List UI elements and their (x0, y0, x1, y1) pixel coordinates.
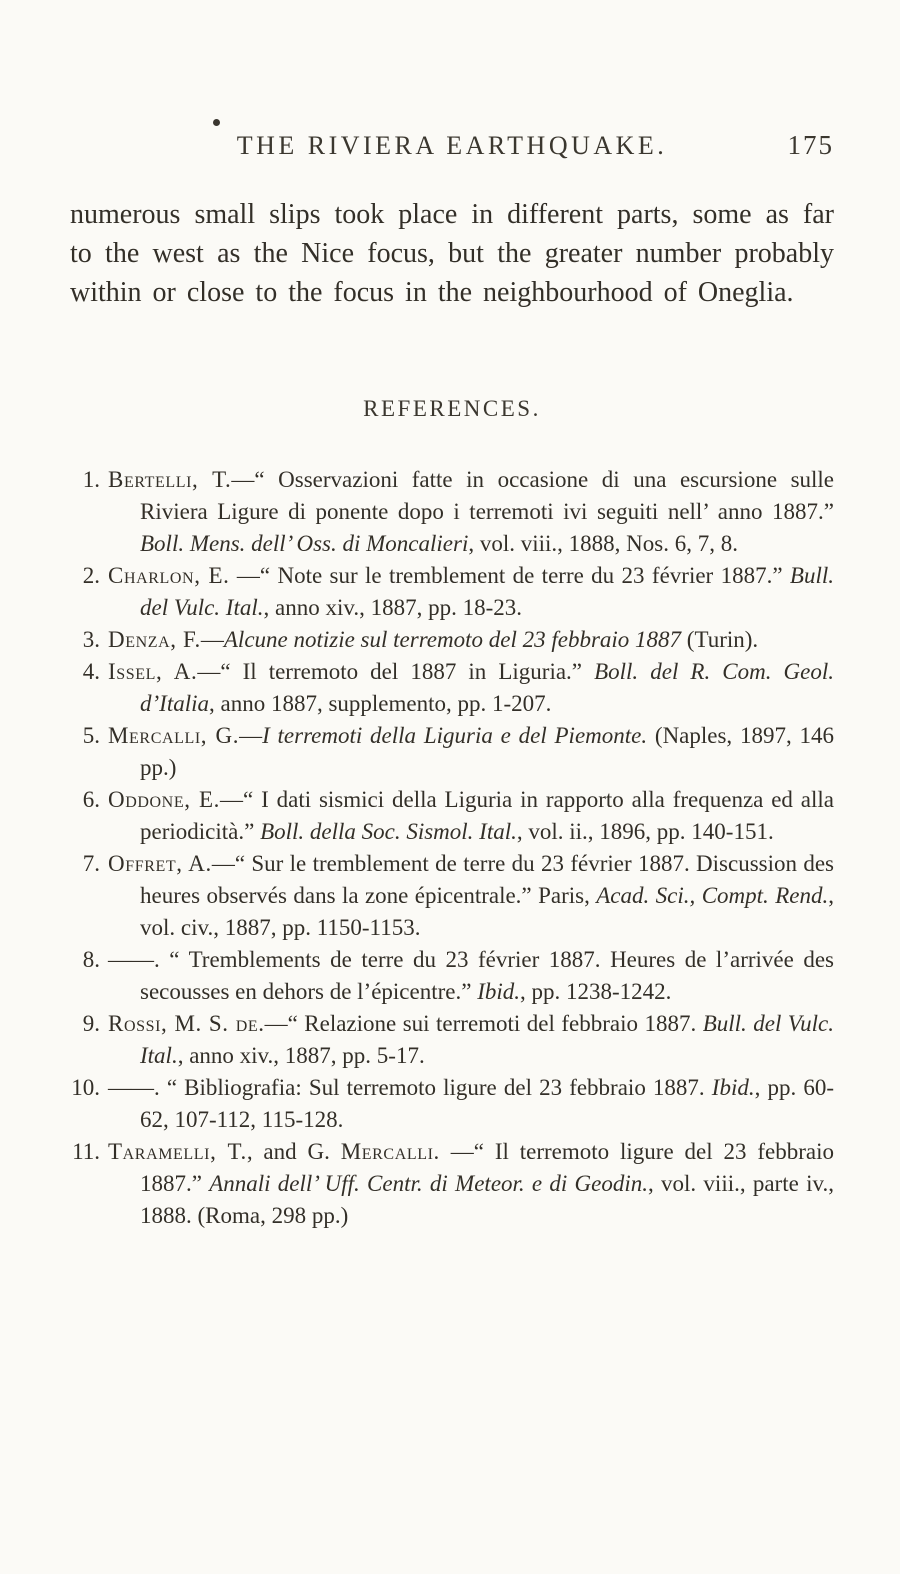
page-header (70, 0, 834, 161)
reference-item (70, 944, 834, 1008)
work-title: Annali dell’ Uff. Centr. di Meteor. e di Geodin. (209, 1171, 649, 1196)
reference-item (70, 1136, 834, 1232)
work-title: I terremoti della Liguria e del Piemonte. (262, 723, 648, 748)
reference-number: 9. (82, 1011, 100, 1036)
reference-number: 6. (82, 787, 100, 812)
reference-item (70, 1008, 834, 1072)
work-title: Boll. Mens. dell’ Oss. di Moncalieri (140, 531, 469, 556)
reference-item (70, 656, 834, 720)
author-name: Bertelli, T. (108, 467, 232, 492)
reference-text: , vol. viii., parte iv., 1888. (Roma, 298 pp.) (140, 1171, 834, 1228)
author-name: Taramelli, T. (108, 1139, 247, 1164)
reference-text: —“ Il terremoto ligure del 23 febbraio 1887.” (140, 1139, 834, 1196)
running-title: THE RIVIERA EARTHQUAKE. (236, 131, 668, 160)
reference-number: 8. (82, 947, 100, 972)
body-paragraph: numerous small slips took place in different parts, some as far to the west as the Nice focus, but the greater number probably within or close to the focus in the neighbourhood of Oneglia. (70, 199, 834, 308)
reference-text: —“ I dati sismici della Liguria in rapporto alla frequenza ed alla periodicità.” (140, 787, 834, 844)
reference-number: 11. (72, 1139, 100, 1164)
section-heading: REFERENCES. (363, 396, 541, 421)
reference-text: — (239, 723, 263, 748)
author-name: Mercalli. (340, 1139, 440, 1164)
reference-text: —“ Il terremoto del 1887 in Liguria.” (197, 659, 595, 684)
reference-text: , anno 1887, supplemento, pp. 1-207. (209, 691, 552, 716)
reference-item (70, 848, 834, 944)
work-title: Boll. del R. Com. Geol. d’Italia (140, 659, 834, 716)
reference-text: , vol. ii., 1896, pp. 140-151. (516, 819, 774, 844)
reference-number: 10. (71, 1075, 100, 1100)
reference-text: , pp. 1238-1242. (520, 979, 672, 1004)
reference-number: 1. (82, 467, 100, 492)
reference-text: — (200, 627, 224, 652)
reference-item (70, 720, 834, 784)
reference-item (70, 784, 834, 848)
reference-text: ——. “ Tremblements de terre du 23 février 1887. Heures de l’arrivée des secousses en dehors de l’épicentre.” (108, 947, 834, 1004)
author-name: Oddone, E. (108, 787, 221, 812)
author-name: Charlon, E. (108, 563, 230, 588)
author-name: Rossi, M. S. de. (108, 1011, 265, 1036)
reference-text: (Naples, 1897, 146 pp.) (140, 723, 834, 780)
work-title: Ibid. (711, 1075, 755, 1100)
reference-item (70, 464, 834, 560)
reference-text: —“ Osservazioni fatte in occasione di una escursione sulle Riviera Ligure di ponente dopo i terremoti ivi seguiti nell’ anno 1887.” (140, 467, 835, 524)
work-title: Ibid. (477, 979, 521, 1004)
reference-text: , pp. 60-62, 107-112, 115-128. (140, 1075, 834, 1132)
reference-text: , anno xiv., 1887, pp. 5-17. (177, 1043, 425, 1068)
reference-item (70, 624, 834, 656)
reference-number: 4. (82, 659, 100, 684)
work-title: Boll. della Soc. Sismol. Ital. (260, 819, 517, 844)
reference-text: , and G. (246, 1139, 341, 1164)
work-title: Bull. del Vulc. Ital. (140, 563, 834, 620)
reference-number: 5. (82, 723, 100, 748)
references-list (70, 464, 834, 1232)
reference-text: ——. “ Bibliografia: Sul terremoto ligure del 23 febbraio 1887. (108, 1075, 712, 1100)
author-name: Issel, A. (108, 659, 198, 684)
reference-text: , anno xiv., 1887, pp. 18-23. (263, 595, 522, 620)
author-name: Denza, F. (108, 627, 201, 652)
reference-item (70, 1072, 834, 1136)
author-name: Mercalli, G. (108, 723, 240, 748)
page-number: 175 (787, 130, 834, 160)
reference-item (70, 560, 834, 624)
reference-text: —“ Note sur le tremblement de terre du 23 février 1887.” (229, 563, 790, 588)
work-title: Alcune notizie sul terremoto del 23 febbraio 1887 (223, 627, 682, 652)
reference-text: , vol. civ., 1887, pp. 1150-1153. (140, 883, 834, 940)
work-title: Acad. Sci., Compt. Rend. (596, 883, 829, 908)
reference-text: , vol. viii., 1888, Nos. 6, 7, 8. (468, 531, 738, 556)
reference-text: (Turin). (681, 627, 759, 652)
reference-text: —“ Sur le tremblement de terre du 23 février 1887. Discussion des heures observés dans la zone épicentrale.” Paris, (140, 851, 834, 908)
reference-number: 2. (82, 563, 100, 588)
reference-text: —“ Relazione sui terremoti del febbraio 1887. (264, 1011, 703, 1036)
work-title: Bull. del Vulc. Ital. (140, 1011, 834, 1068)
author-name: Offret, A. (108, 851, 212, 876)
reference-number: 3. (82, 627, 100, 652)
reference-number: 7. (82, 851, 100, 876)
